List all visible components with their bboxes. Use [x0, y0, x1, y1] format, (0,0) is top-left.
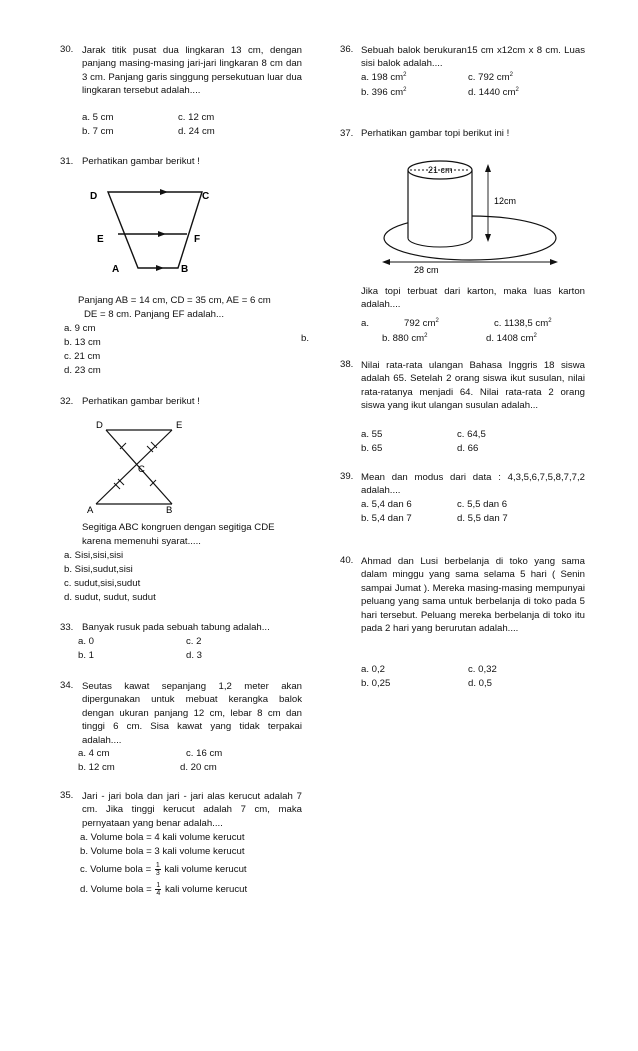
option-c: c. 5,5 dan 6	[457, 499, 508, 510]
option-a: a. 9 cm	[64, 323, 96, 334]
question-text: Ahmad dan Lusi berbelanja di toko yang sama dalam minggu yang sama selama 5 hari ( Senin sampai Jumat ). Mereka masing-masing mempunyai peluang yang sama untuk berbelanja di toko pada 5 hari tersebut. Peluang mereka berbelanja di toko itu pada 2 hari yang berurutan adalah....	[361, 556, 585, 635]
option-d: d. 23 cm	[64, 365, 101, 376]
option-b: b. 65	[361, 443, 383, 454]
option-b: b. 1	[78, 650, 95, 661]
option-d: d. 66	[457, 443, 479, 454]
option-a-label: a.	[361, 318, 370, 329]
option-c: c. 1138,5 $cm^2$	[494, 317, 552, 329]
option-c: c. 12 cm	[178, 112, 215, 123]
option-a: a. 198 $cm^2$	[361, 71, 407, 83]
question-text: Nilai rata-rata ulangan Bahasa Inggris 18 siswa adalah 65. Setelah 2 orang siswa ikut susulan, nilai rata-ratanya menjadi 64. Nilai rata-rata 2 orang siswa yang ikut ulangan susulan adalah...	[361, 360, 585, 412]
label-b: B	[181, 264, 189, 275]
option-d: d. sudut, sudut, sudut	[64, 592, 156, 603]
question-stem: DE = 8 cm. Panjang EF adalah...	[84, 309, 224, 320]
question-number: 31.	[60, 156, 74, 167]
label-e: E	[176, 420, 183, 431]
option-a: a. Sisi,sisi,sisi	[64, 550, 124, 561]
option-c: c. 64,5	[457, 429, 486, 440]
question-number: 39.	[340, 471, 354, 482]
hat-figure	[370, 156, 570, 276]
option-c: c. 2	[186, 636, 202, 647]
option-d: d. Volume bola = $\frac{1}{4}$ kali volume kerucut	[80, 882, 248, 897]
option-a-value: 792 $cm^2$	[404, 317, 439, 329]
dim-brim: 28 cm	[414, 265, 439, 275]
congruent-triangles-figure	[80, 418, 200, 518]
label-b: B	[166, 505, 173, 516]
option-b: b. 5,4 dan 7	[361, 513, 412, 524]
option-d: d. 1440 $cm^2$	[468, 86, 519, 98]
option-d: d. 5,5 dan 7	[457, 513, 508, 524]
stray-label: b.	[301, 333, 310, 344]
question-stem: Segitiga ABC kongruen dengan segitiga CDE	[82, 522, 275, 533]
question-number: 37.	[340, 128, 354, 139]
question-text: Seutas kawat sepanjang 1,2 meter akan dipergunakan untuk mebuat kerangka balok dengan ukuran panjang 12 cm, lebar 8 cm dan tinggi 6 cm. Sisa kawat yang tidak terpakai adalah....	[82, 681, 302, 746]
option-b: b. Volume bola = 3 kali volume kerucut	[80, 846, 245, 857]
option-b: b. 7 cm	[82, 126, 114, 137]
dim-top: 21 cm	[428, 165, 453, 175]
option-d: d. 3	[186, 650, 203, 661]
option-d: d. 0,5	[468, 678, 493, 689]
trapezoid-figure	[60, 180, 240, 280]
option-c: c. Volume bola = $\frac{1}{3}$ kali volume kerucut	[80, 862, 247, 877]
option-c: c. sudut,sisi,sudut	[64, 578, 141, 589]
option-c: c. 16 cm	[186, 748, 223, 759]
option-a: a. 0,2	[361, 664, 386, 675]
question-number: 36.	[340, 44, 354, 55]
question-text: Perhatikan gambar berikut !	[82, 156, 200, 167]
option-c: c. 21 cm	[64, 351, 101, 362]
label-c: C	[202, 191, 210, 202]
question-number: 34.	[60, 680, 74, 691]
option-b: b. Sisi,sudut,sisi	[64, 564, 133, 575]
option-b: b. 396 $cm^2$	[361, 86, 407, 98]
label-d: D	[90, 191, 98, 202]
question-text: Perhatikan gambar topi berikut ini !	[361, 128, 510, 139]
option-d: d. 24 cm	[178, 126, 215, 137]
option-c: c. 792 $cm^2$	[468, 71, 513, 83]
question-number: 40.	[340, 555, 354, 566]
label-a: A	[87, 505, 94, 516]
question-text: Jarak titik pusat dua lingkaran 13 cm, dengan panjang masing-masing jari-jari lingkaran 8 cm dan 3 cm. Panjang garis singgung persekutuan luar dua lingkaran tersebut adalah....	[82, 45, 302, 97]
question-number: 33.	[60, 622, 74, 633]
question-text: Sebuah balok berukuran15 cm x12cm x 8 cm. Luas sisi balok adalah....	[361, 45, 585, 70]
option-a: a. 5,4 dan 6	[361, 499, 412, 510]
option-a: a. 55	[361, 429, 383, 440]
option-a: a. 4 cm	[78, 748, 110, 759]
question-number: 32.	[60, 396, 74, 407]
label-d: D	[96, 420, 103, 431]
option-b: b. 12 cm	[78, 762, 115, 773]
question-text: Perhatikan gambar berikut !	[82, 396, 200, 407]
label-e: E	[97, 234, 104, 245]
option-b: b. 880 $cm^2$	[382, 332, 428, 344]
label-a: A	[112, 264, 120, 275]
question-text: Banyak rusuk pada sebuah tabung adalah...	[82, 622, 270, 633]
question-text: Jari - jari bola dan jari - jari alas kerucut adalah 7 cm. Jika tinggi kerucut adalah 7 cm, maka pernyataan yang benar adalah....	[82, 791, 302, 829]
dim-height: 12cm	[494, 196, 517, 206]
option-d: d. 1408 $cm^2$	[486, 332, 537, 344]
label-c: C	[138, 464, 145, 475]
question-number: 38.	[340, 359, 354, 370]
question-number: 30.	[60, 44, 74, 55]
option-d: d. 20 cm	[180, 762, 217, 773]
label-f: F	[194, 234, 201, 245]
question-stem: karena memenuhi syarat.....	[82, 536, 201, 547]
question-stem: Jika topi terbuat dari karton, maka luas karton adalah....	[361, 286, 585, 311]
option-a: a. 0	[78, 636, 95, 647]
option-b: b. 13 cm	[64, 337, 101, 348]
option-a: a. 5 cm	[82, 112, 114, 123]
option-c: c. 0,32	[468, 664, 497, 675]
question-text: Mean dan modus dari data : 4,3,5,6,7,5,8,7,7,2 adalah....	[361, 472, 585, 497]
option-b: b. 0,25	[361, 678, 391, 689]
question-number: 35.	[60, 790, 74, 801]
question-stem: Panjang AB = 14 cm, CD = 35 cm, AE = 6 cm	[78, 295, 271, 306]
option-a: a. Volume bola = 4 kali volume kerucut	[80, 832, 245, 843]
